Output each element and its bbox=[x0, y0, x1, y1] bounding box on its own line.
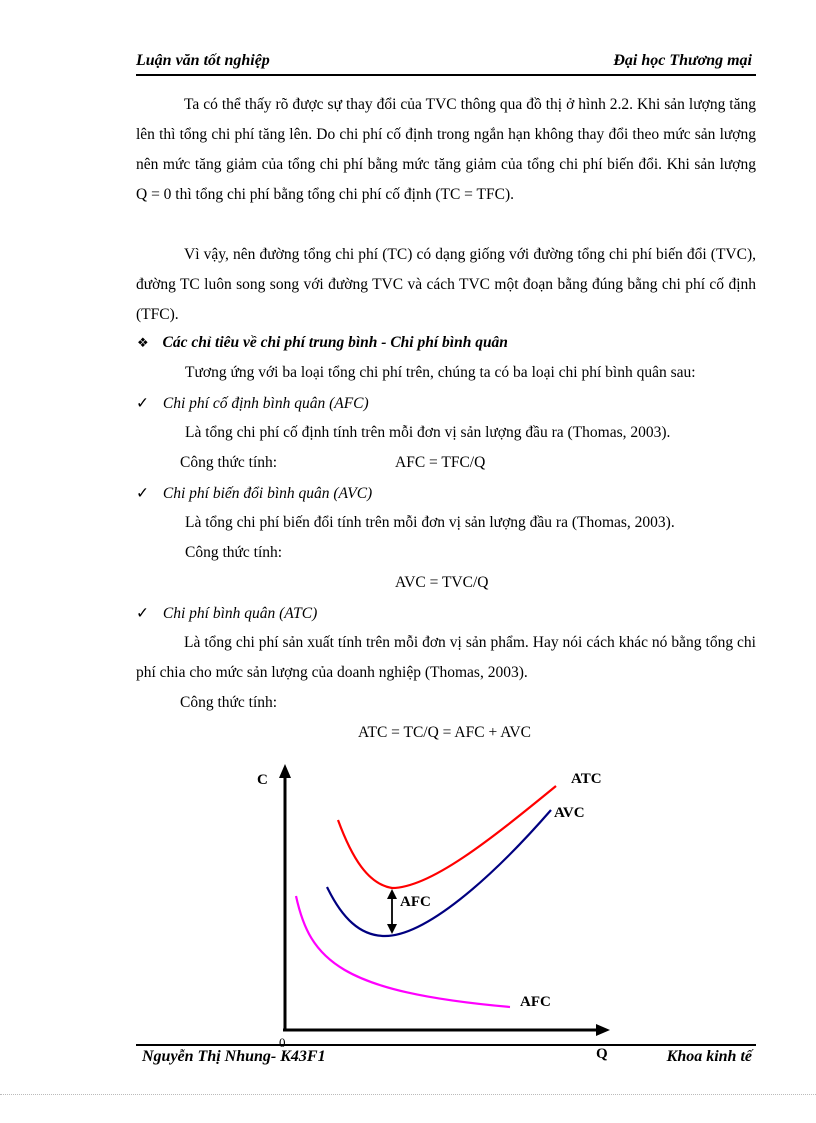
header-university: Đại học Thương mại bbox=[613, 52, 752, 69]
section-title: Các chỉ tiêu về chi phí trung bình - Chi phí bình quân bbox=[162, 334, 508, 351]
avc-description: Là tổng chi phí biến đổi tính trên mỗi đơn vị sản lượng đầu ra (Thomas, 2003). bbox=[185, 514, 675, 531]
afc-gap-label: AFC bbox=[400, 894, 431, 910]
section-intro: Tương ứng với ba loại tổng chi phí trên, chúng ta có ba loại chi phí bình quân sau: bbox=[185, 364, 696, 381]
afc-formula-label: Công thức tính: bbox=[180, 454, 278, 471]
header-thesis-label: Luận văn tốt nghiệp bbox=[136, 52, 270, 69]
afc-curve-label: AFC bbox=[520, 994, 551, 1010]
atc-title: Chi phí bình quân (ATC) bbox=[162, 605, 318, 622]
check-icon: ✓ bbox=[136, 485, 149, 502]
y-axis-label: C bbox=[257, 772, 268, 788]
footer-department: Khoa kinh tế bbox=[666, 1048, 752, 1065]
diamond-bullet-icon: ❖ bbox=[137, 335, 149, 350]
atc-description: Là tổng chi phí sản xuất tính trên mỗi đơn vị sản phẩm. Hay nói cách khác nó bằng tổng chi phí chia cho mức sản lượng của doanh nghiệp (Thomas, 2003). bbox=[136, 634, 756, 681]
page-footer bbox=[136, 1044, 756, 1072]
afc-curve bbox=[296, 896, 510, 1007]
atc-formula-label: Công thức tính: bbox=[180, 694, 278, 711]
avc-formula: AVC = TVC/Q bbox=[395, 574, 489, 591]
afc-description: Là tổng chi phí cố định tính trên mỗi đơn vị sản lượng đầu ra (Thomas, 2003). bbox=[185, 424, 671, 441]
page-edge-divider bbox=[0, 1094, 816, 1095]
afc-gap-up-arrow-icon bbox=[387, 889, 397, 899]
x-axis-arrow-icon bbox=[596, 1024, 610, 1036]
avc-formula-label: Công thức tính: bbox=[185, 544, 283, 561]
paragraph-tc-parallel: Vì vậy, nên đường tổng chi phí (TC) có dạng giống với đường tổng chi phí biến đổi (TVC), đường TC luôn song song với đường TVC và cách TVC một đoạn bằng đúng bằng chi phí cố định (TFC). bbox=[136, 246, 756, 323]
afc-gap-down-arrow-icon bbox=[387, 924, 397, 934]
atc-curve bbox=[338, 786, 556, 888]
avc-curve-label: AVC bbox=[554, 805, 585, 821]
check-icon: ✓ bbox=[136, 395, 149, 412]
origin-label: 0 bbox=[279, 1035, 286, 1050]
y-axis-arrow-icon bbox=[279, 764, 291, 778]
check-icon: ✓ bbox=[136, 605, 149, 622]
atc-curve-label: ATC bbox=[571, 771, 602, 787]
afc-title: Chi phí cố định bình quân (AFC) bbox=[162, 395, 369, 412]
avc-title: Chi phí biến đổi bình quân (AVC) bbox=[162, 485, 373, 502]
atc-formula: ATC = TC/Q = AFC + AVC bbox=[358, 724, 531, 741]
afc-formula: AFC = TFC/Q bbox=[395, 454, 486, 471]
paragraph-tvc-graph: Ta có thể thấy rõ được sự thay đổi của TVC thông qua đồ thị ở hình 2.2. Khi sản lượng tăng lên thì tổng chi phí tăng lên. Do chi phí cố định trong ngắn hạn không thay đổi theo mức sản lượng nên mức tăng giảm của tổng chi phí bằng mức tăng giảm của tổng chi phí biến đổi. Khi sản lượng Q = 0 thì tổng chi phí bằng tổng chi phí cố định (TC = TFC). bbox=[136, 96, 756, 203]
footer-author: Nguyễn Thị Nhung- K43F1 bbox=[142, 1048, 326, 1065]
x-axis-label: Q bbox=[596, 1046, 608, 1062]
